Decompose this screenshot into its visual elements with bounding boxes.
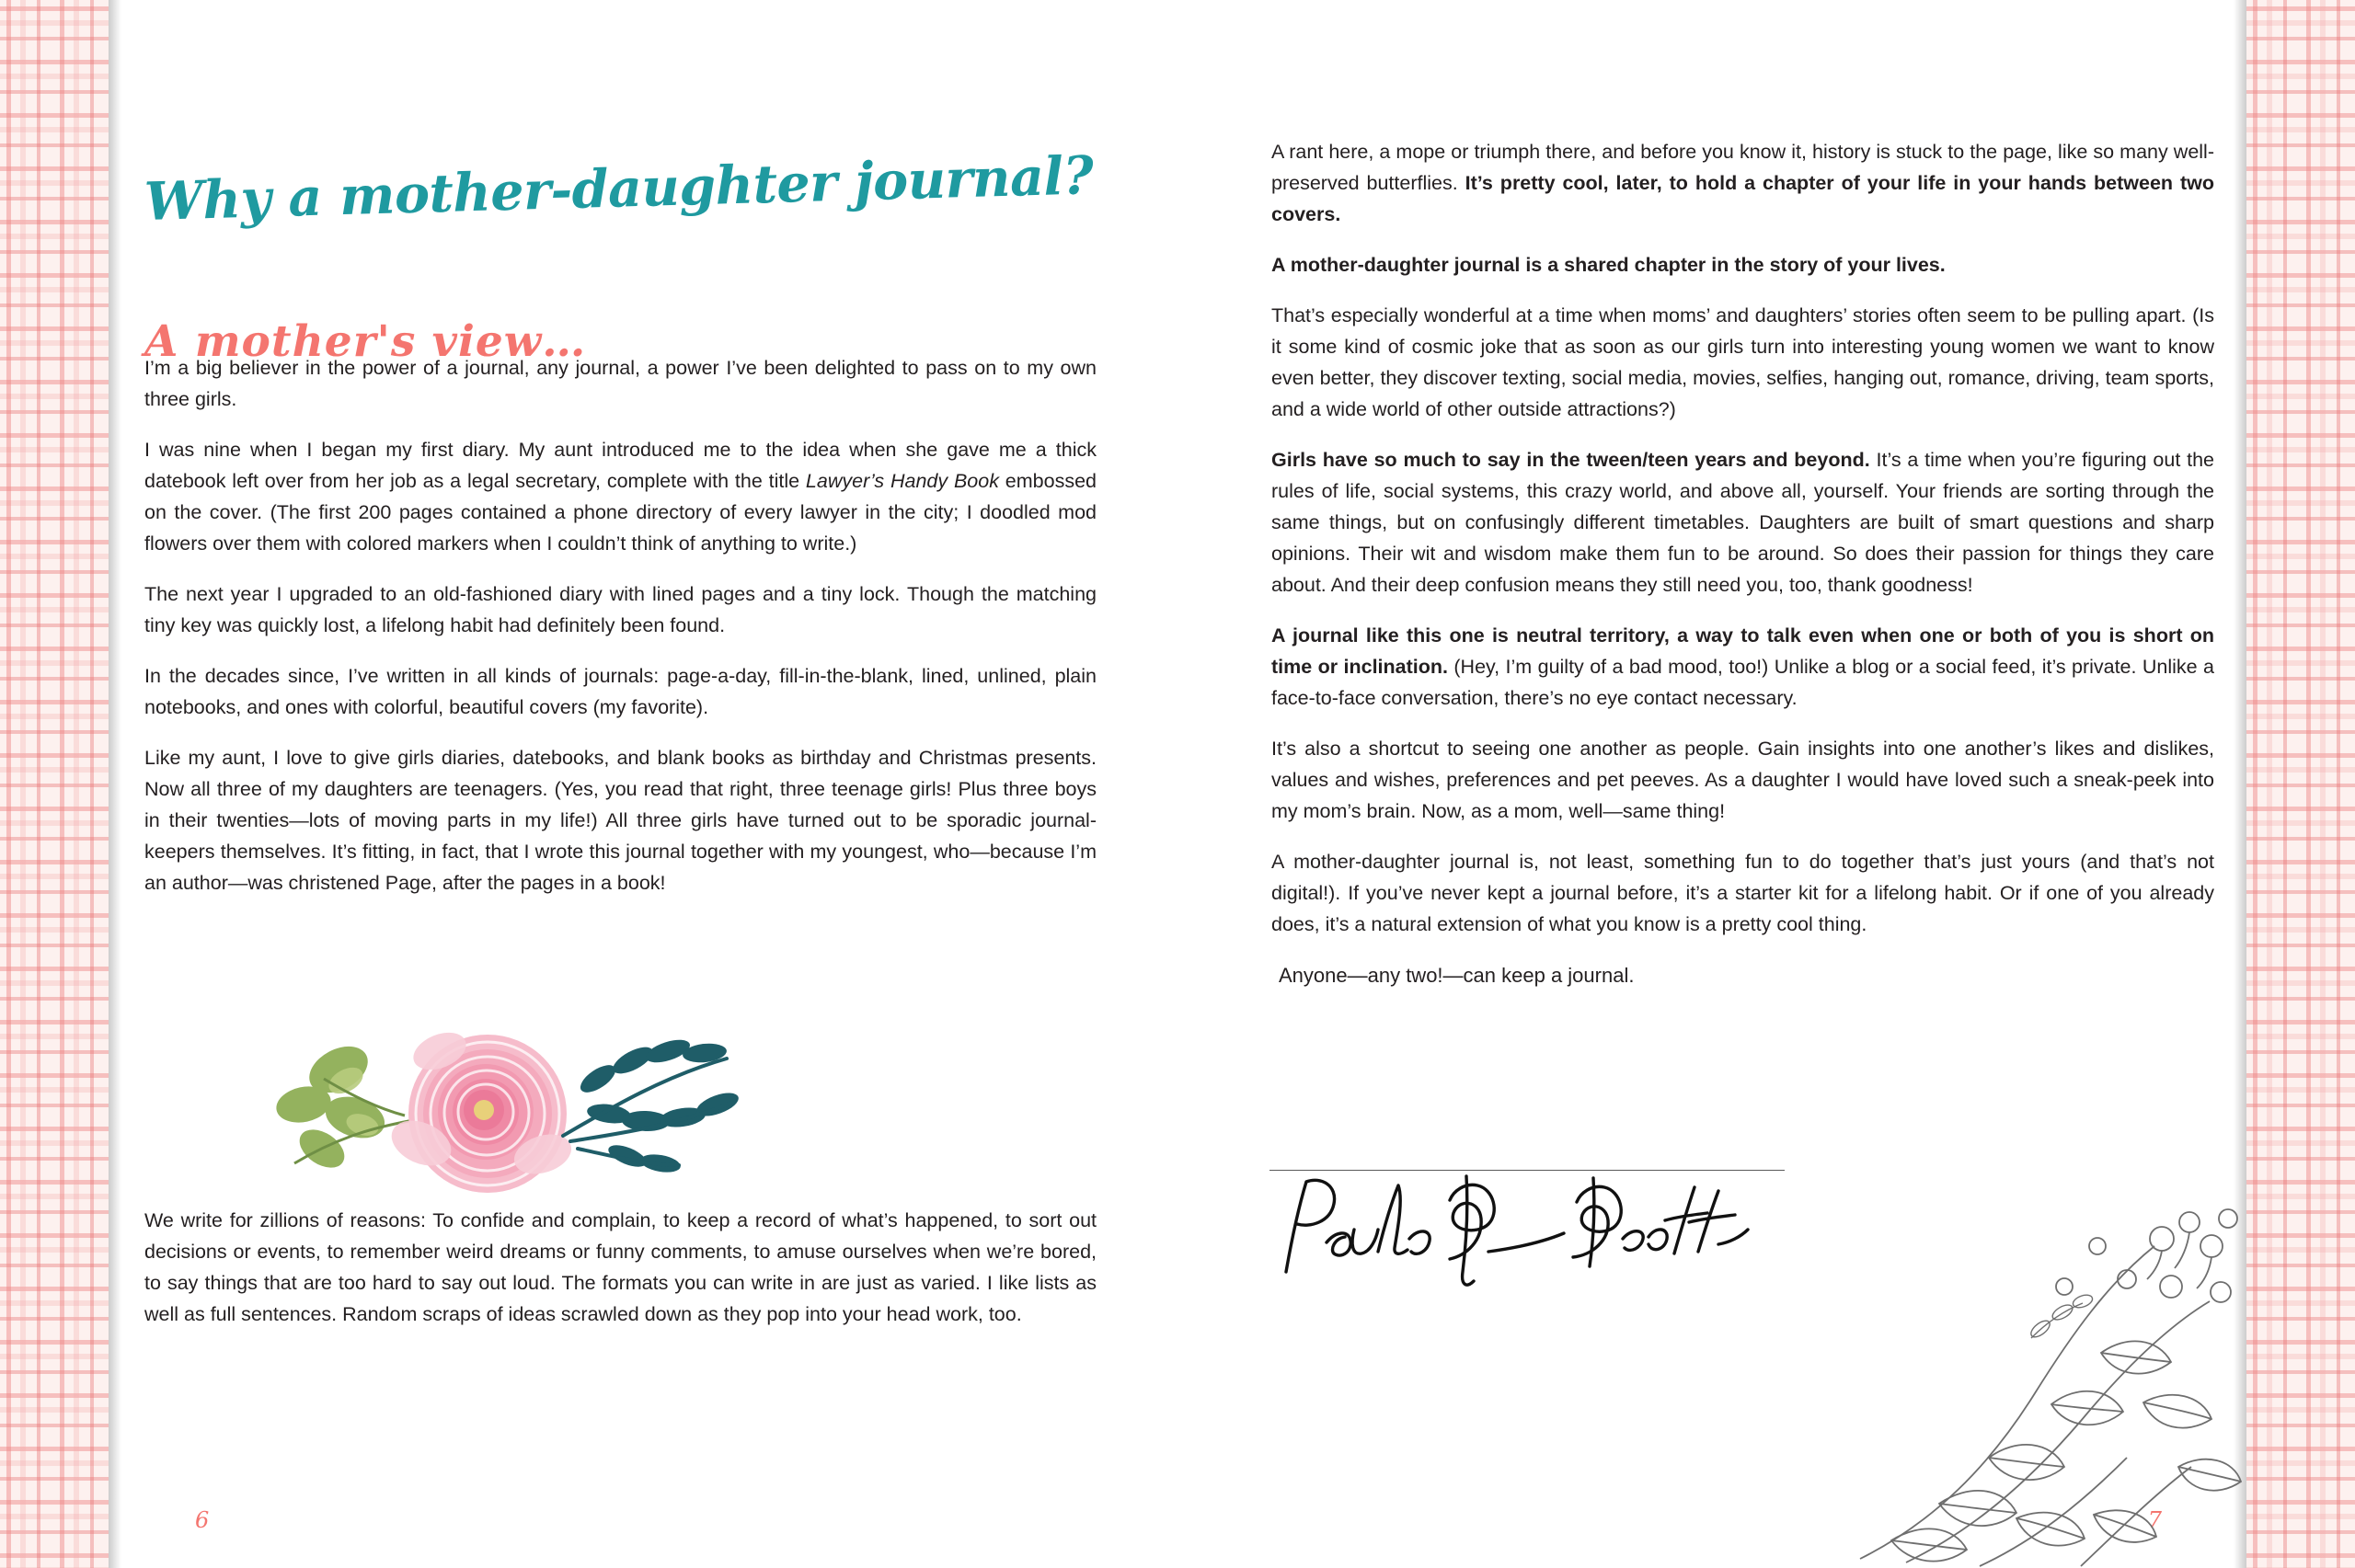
paragraph: Girls have so much to say in the tween/teen years and beyond. It’s a time when you’re figuring out the rules of life, social systems, this crazy world, and above all, yourself. Your friends are sorting through the same things, but on confusingly different timetables. Daughters are built of smart questions and sharp opinions. Their wit and wisdom make them fun to be around. So does their passion for things they care about. And their deep confusion means they still need you, too, thank goodness! <box>1271 449 2215 596</box>
lead-statement: A mother-daughter journal is a shared chapter in the story of your lives. <box>1271 254 1946 276</box>
paragraph: I was nine when I began my first diary. My aunt introduced me to the idea when she gave me a thick datebook left over from her job as a legal secretary, complete with the title Lawyer’s Handy Book embossed on the cover. (The first 200 pages contained a phone directory of every lawyer in the city; I doodled mod flowers over them with colored markers when I couldn’t think of anything to write.) <box>144 439 1097 555</box>
section-heading: A mother's view… <box>144 316 587 367</box>
paragraph <box>1271 249 2214 280</box>
page-number-left: 6 <box>195 1507 210 1533</box>
book-title-italic: Lawyer’s Handy Book <box>805 470 999 492</box>
left-page <box>121 0 1143 1568</box>
paragraph: A journal like this one is neutral territory, a way to talk even when one or both of you is short on time or inclination. (Hey, I’m guilty of a bad mood, too!) Unlike a blog or a social feed, it’s private. Unlike a face-to-face conversation, there’s no eye contact necessary. <box>1271 624 2214 709</box>
paragraph: In the decades since, I’ve written in all kinds of journals: page-a-day, fill-in-the-blank, lined, unlined, plain notebooks, and ones with colorful, beautiful covers (my favorite). <box>144 665 1097 718</box>
page-number-right: 7 <box>2147 1507 2162 1533</box>
botanical-corner-illustration <box>1851 1191 2246 1568</box>
page-gutter-shadow-left <box>109 0 121 1568</box>
paragraph: That’s especially wonderful at a time when moms’ and daughters’ stories often seem to be pulling apart. (Is it some kind of cosmic joke that as soon as our girls turn into interesting young women we want to know even better, they discover texting, social media, movies, selfies, hanging out, romance, driving, team sports, and a wide world of other outside attractions?) <box>1271 304 2214 420</box>
paragraph: I’m a big believer in the power of a journal, any journal, a power I’ve been delighted to pass on to my own three girls. <box>144 357 1097 410</box>
author-signature <box>1269 1163 1785 1297</box>
page-title: Why a mother-daughter journal? <box>144 144 1095 234</box>
paragraph: A mother-daughter journal is, not least, something fun to do together that’s just yours (and that’s not digital!). If you’ve never kept a journal before, it’s a starter kit for a lifelong habit. Or if one of you already does, it’s a natural extension of what you know is a pretty cool thing. <box>1271 851 2214 935</box>
paragraph: A rant here, a mope or triumph there, and before you know it, history is stuck to the page, like so many well-preserved butterflies. It’s pretty cool, later, to hold a chapter of your life in your hands between two covers. <box>1271 141 2214 225</box>
plaid-border-right <box>2246 0 2355 1568</box>
paragraph: Like my aunt, I love to give girls diaries, datebooks, and blank books as birthday and Christmas presents. Now all three of my daughters are teenagers. (Yes, you read that right, three teenage girls! Plus three boys in their twenties—lots of moving parts in my life!) All three girls have turned out to be sporadic journal-keepers themselves. It’s fitting, in fact, that I wrote this journal together with my youngest, who—because I’m an author—was christened Page, after the pages in a book! <box>144 747 1097 894</box>
paragraph: The next year I upgraded to an old-fashioned diary with lined pages and a tiny lock. Though the matching tiny key was quickly lost, a lifelong habit had definitely been found. <box>144 583 1097 636</box>
paragraph: It’s also a shortcut to seeing one another as people. Gain insights into one another’s likes and dislikes, values and wishes, preferences and pet peeves. As a daughter I would have loved such a sneak-peek into my mom’s brain. Now, as a mom, well—same thing! <box>1271 738 2214 822</box>
rose-illustration <box>267 1025 782 1200</box>
paragraph: We write for zillions of reasons: To confide and complain, to keep a record of what’s happened, to sort out decisions or events, to remember weird dreams or funny comments, to amuse ourselves when we’re bored, to say things that are too hard to say out loud. The formats you can write in are just as varied. I like lists as well as full sentences. Random scraps of ideas scrawled down as they pop into your head work, too. <box>144 1209 1097 1325</box>
plaid-border-left <box>0 0 109 1568</box>
closing-line: Anyone—any two!—can keep a journal. <box>1279 964 1635 987</box>
